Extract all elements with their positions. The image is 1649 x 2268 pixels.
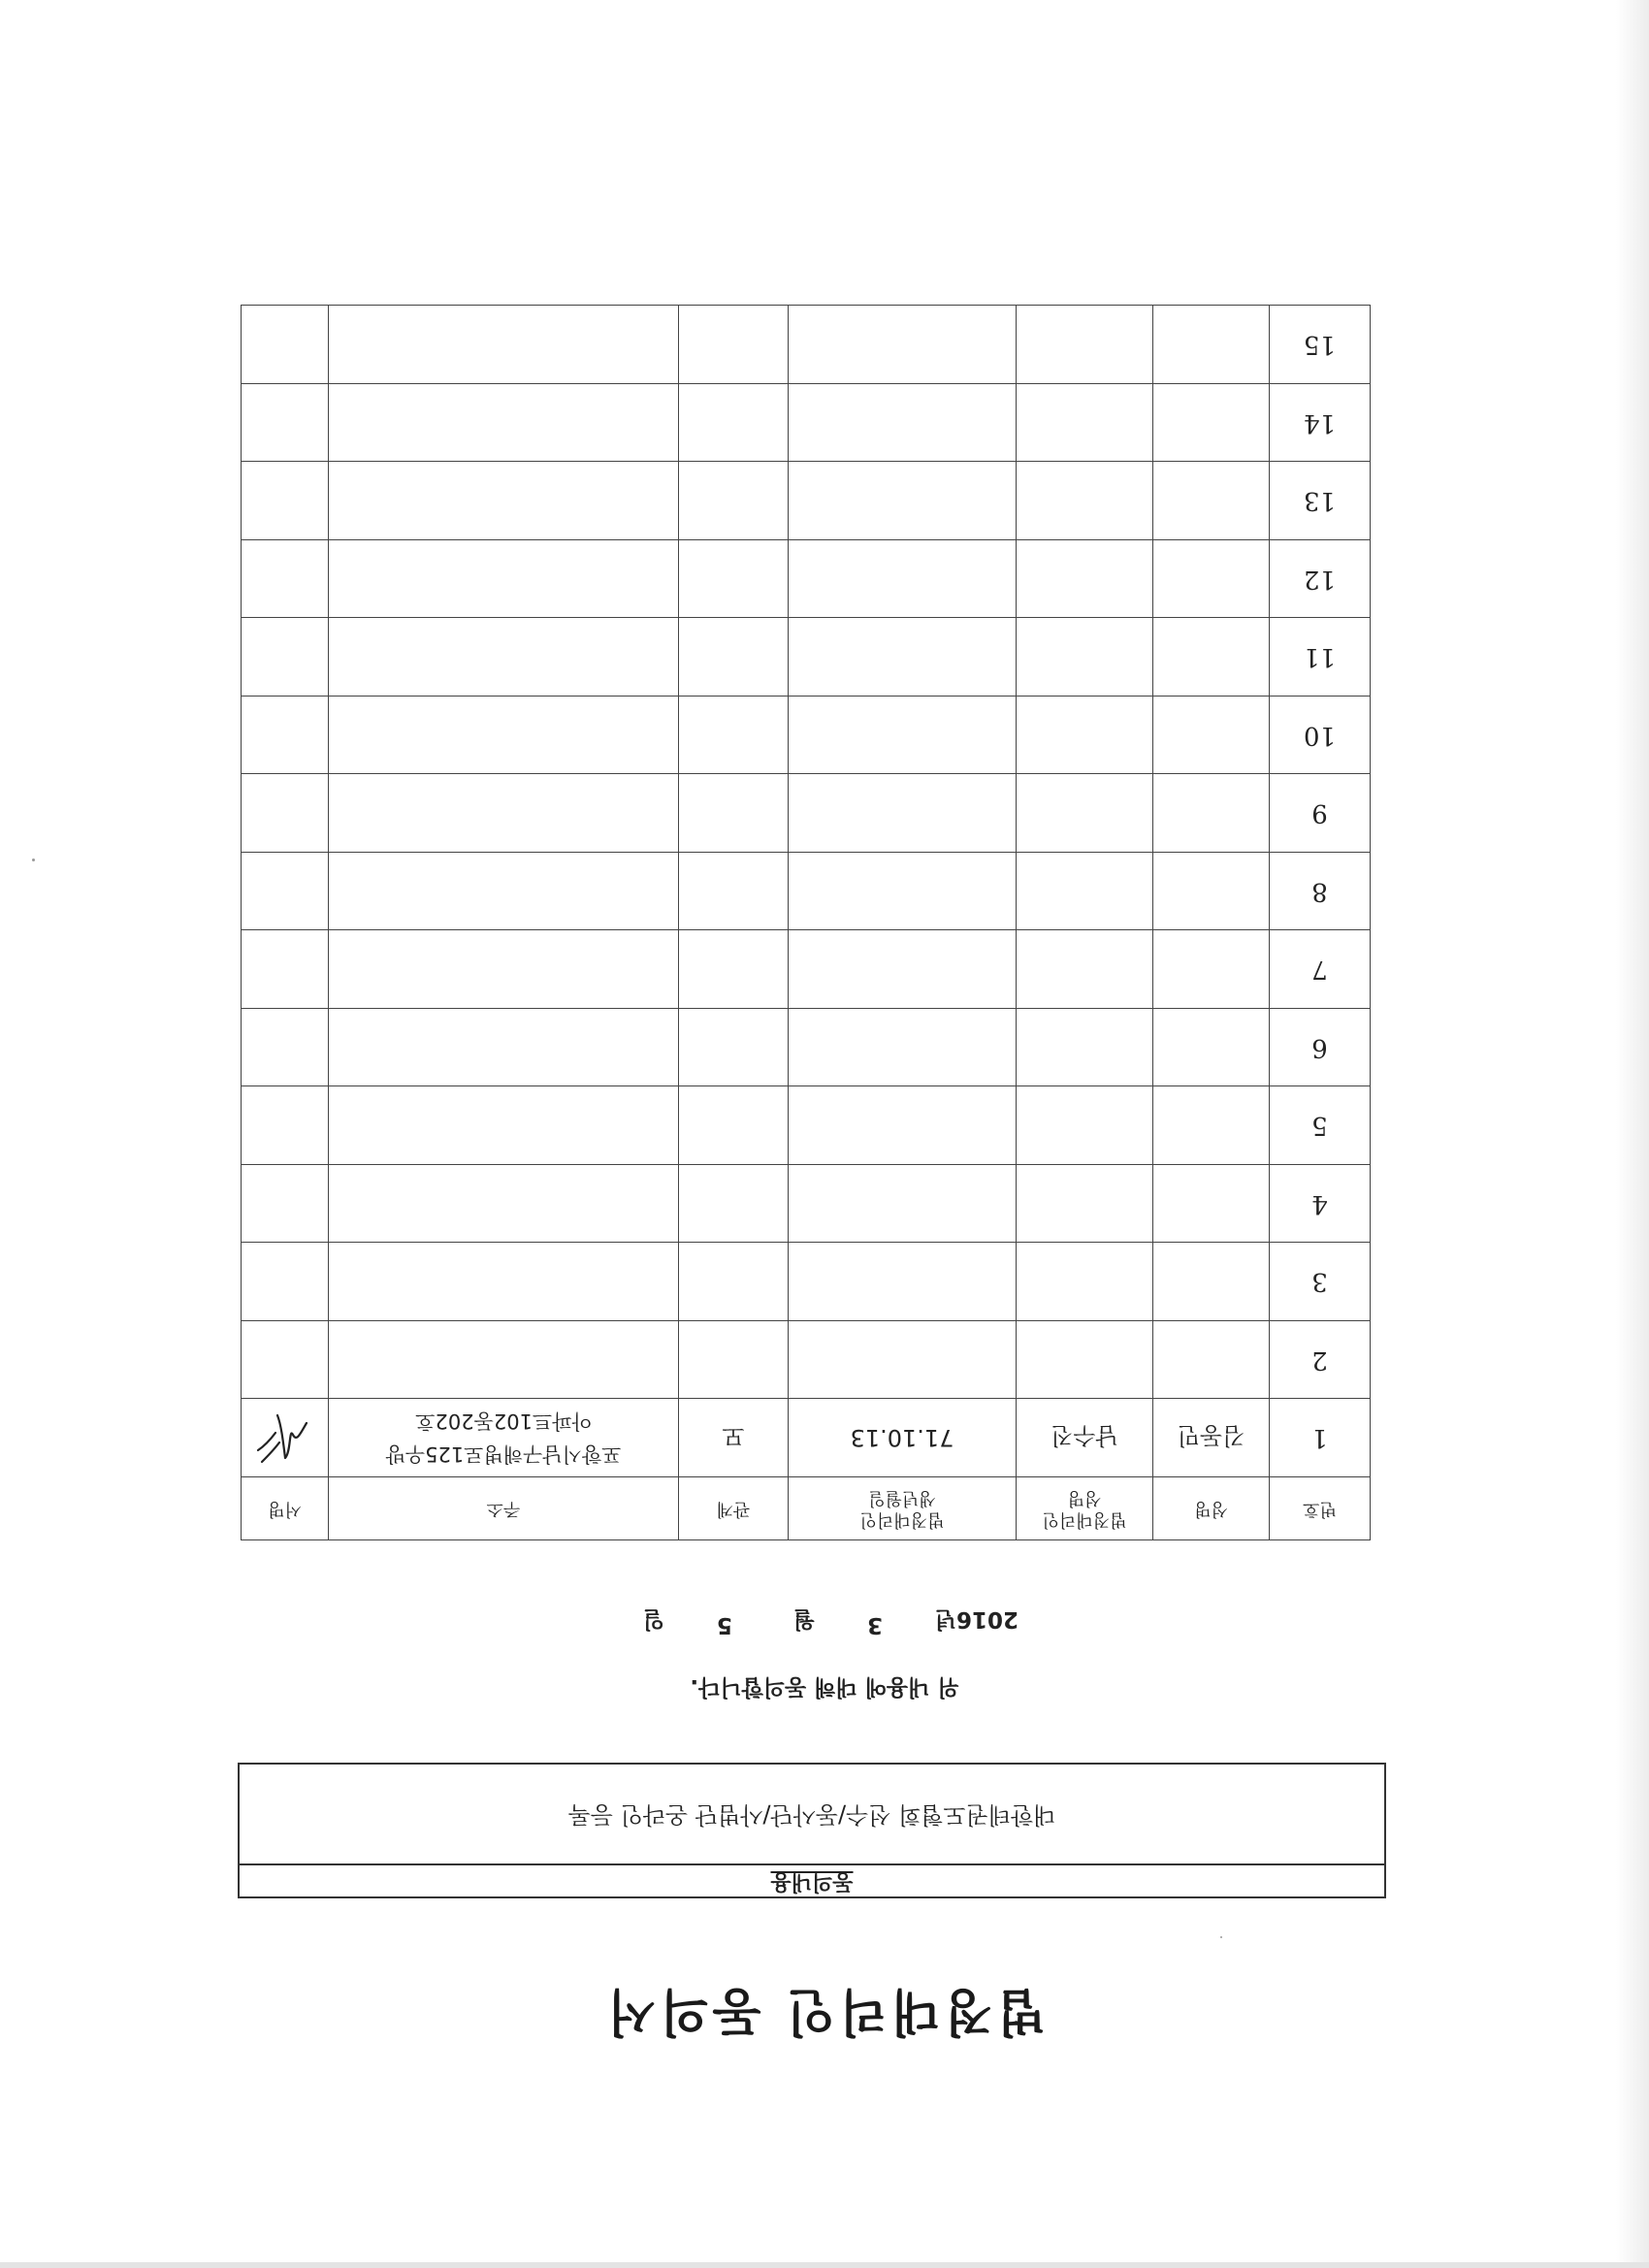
header-no: 번호 [1270,1477,1371,1540]
cell-no: 1 [1270,1399,1371,1477]
cell-name [1153,618,1270,697]
cell-guardian-name [1017,1086,1153,1165]
cell-guardian-name [1017,1009,1153,1087]
cell-name [1153,1321,1270,1400]
table-row [242,1009,1371,1087]
consent-body: 대한테권도협회 선수/동사단/사범단 온라인 등록 [567,1801,1056,1829]
cell-address [329,774,679,853]
cell-guardian-name [1017,930,1153,1009]
table-row [242,1086,1371,1165]
header-guardian-name: 법정대리인 성명 [1017,1477,1153,1540]
cell-no: 6 [1270,1009,1371,1087]
cell-name [1153,384,1270,463]
cell-relation [679,462,789,540]
cell-signature [242,462,329,540]
cell-guardian-name [1017,306,1153,384]
cell-name: 김동민 [1153,1399,1270,1477]
cell-signature [242,930,329,1009]
cell-signature [242,853,329,931]
cell-signature [242,1321,329,1400]
cell-guardian-name: 남수진 [1017,1399,1153,1477]
cell-relation [679,1243,789,1321]
table-row [242,774,1371,853]
cell-name [1153,1165,1270,1244]
cell-guardian-name [1017,1321,1153,1400]
header-signature: 서명 [242,1477,329,1540]
cell-address [329,930,679,1009]
header-address: 주소 [329,1477,679,1540]
cell-name [1153,774,1270,853]
date-day: 5 [716,1612,732,1637]
cell-no: 14 [1270,384,1371,463]
scan-speck [32,859,35,861]
cell-relation: 모 [679,1399,789,1477]
cell-signature [242,1399,329,1477]
cell-signature [242,540,329,619]
cell-address [329,853,679,931]
table-row [242,618,1371,697]
table-row [242,384,1371,463]
cell-guardian-birth [789,774,1017,853]
cell-guardian-name [1017,774,1153,853]
cell-no: 2 [1270,1321,1371,1400]
table-row [242,1165,1371,1244]
table-row [242,1243,1371,1321]
cell-no: 11 [1270,618,1371,697]
cell-name [1153,306,1270,384]
cell-name [1153,462,1270,540]
cell-signature [242,384,329,463]
cell-relation [679,853,789,931]
cell-guardian-name [1017,618,1153,697]
header-guardian-birth: 법정대리인 생년월일 [789,1477,1017,1540]
cell-guardian-birth [789,462,1017,540]
scan-speck [1220,1936,1222,1938]
cell-guardian-birth [789,540,1017,619]
header-relation: 관계 [679,1477,789,1540]
cell-no: 10 [1270,697,1371,775]
cell-signature [242,774,329,853]
cell-address [329,1321,679,1400]
cell-relation [679,697,789,775]
scan-edge-top [0,2262,1649,2268]
cell-no: 3 [1270,1243,1371,1321]
cell-address [329,540,679,619]
cell-guardian-name [1017,1165,1153,1244]
cell-guardian-name [1017,384,1153,463]
cell-no: 9 [1270,774,1371,853]
cell-relation [679,618,789,697]
date-line [611,1606,1018,1637]
consent-header: 동의내용 [240,1863,1384,1896]
cell-guardian-birth [789,853,1017,931]
cell-no: 12 [1270,540,1371,619]
cell-guardian-birth [789,1086,1017,1165]
cell-relation [679,1165,789,1244]
guardian-table [241,306,1371,1541]
cell-no: 13 [1270,462,1371,540]
cell-no: 8 [1270,853,1371,931]
cell-guardian-birth: 71.10.13 [789,1399,1017,1477]
cell-address [329,1399,679,1477]
table-row [242,930,1371,1009]
table-row [242,1321,1371,1400]
table-row [242,462,1371,540]
cell-guardian-name [1017,462,1153,540]
cell-guardian-birth [789,930,1017,1009]
address-line-2: 아파트102동202호 [415,1409,592,1434]
cell-relation [679,930,789,1009]
cell-address [329,1165,679,1244]
scan-edge-left [1616,0,1649,2268]
cell-guardian-birth [789,1321,1017,1400]
cell-no: 7 [1270,930,1371,1009]
cell-name [1153,1086,1270,1165]
cell-name [1153,1009,1270,1087]
cell-name [1153,853,1270,931]
cell-guardian-birth [789,1165,1017,1244]
cell-address [329,1086,679,1165]
cell-relation [679,384,789,463]
cell-relation [679,1321,789,1400]
cell-relation [679,1086,789,1165]
cell-signature [242,1009,329,1087]
cell-guardian-name [1017,853,1153,931]
agreement-statement: 위 내용에 대해 동의합니다. [690,1674,959,1700]
table-row [242,306,1371,384]
cell-name [1153,930,1270,1009]
table-body [242,306,1371,1477]
document-title: 법정대리인 동의서 [603,1982,1046,2040]
cell-guardian-name [1017,1243,1153,1321]
consent-box [238,1763,1386,1898]
table-row [242,853,1371,931]
cell-no: 4 [1270,1165,1371,1244]
cell-address [329,384,679,463]
cell-guardian-birth [789,1243,1017,1321]
table-header-row [242,1477,1371,1540]
table-row [242,540,1371,619]
cell-relation [679,540,789,619]
date-month: 3 [866,1612,883,1637]
header-name: 성명 [1153,1477,1270,1540]
cell-name [1153,1243,1270,1321]
table-row [242,697,1371,775]
date-day-unit: 일 [642,1606,664,1632]
cell-address [329,306,679,384]
cell-signature [242,306,329,384]
cell-no: 15 [1270,306,1371,384]
cell-signature [242,1086,329,1165]
cell-address [329,1009,679,1087]
cell-signature [242,618,329,697]
cell-guardian-birth [789,618,1017,697]
cell-address [329,462,679,540]
cell-guardian-name [1017,540,1153,619]
cell-guardian-birth [789,384,1017,463]
cell-guardian-birth [789,697,1017,775]
cell-signature [242,1165,329,1244]
table-row [242,1399,1371,1477]
cell-signature [242,697,329,775]
cell-signature [242,1243,329,1321]
cell-relation [679,1009,789,1087]
cell-name [1153,540,1270,619]
date-month-unit: 월 [792,1606,815,1632]
handwritten-signature [251,1404,319,1472]
cell-guardian-name [1017,697,1153,775]
cell-relation [679,774,789,853]
cell-name [1153,697,1270,775]
cell-guardian-birth [789,306,1017,384]
cell-no: 5 [1270,1086,1371,1165]
cell-guardian-birth [789,1009,1017,1087]
cell-address [329,697,679,775]
cell-address [329,1243,679,1321]
cell-relation [679,306,789,384]
date-year: 2016년 [934,1606,1018,1632]
cell-address [329,618,679,697]
address-line-1: 포항시남구해병로125우방 [385,1442,622,1467]
